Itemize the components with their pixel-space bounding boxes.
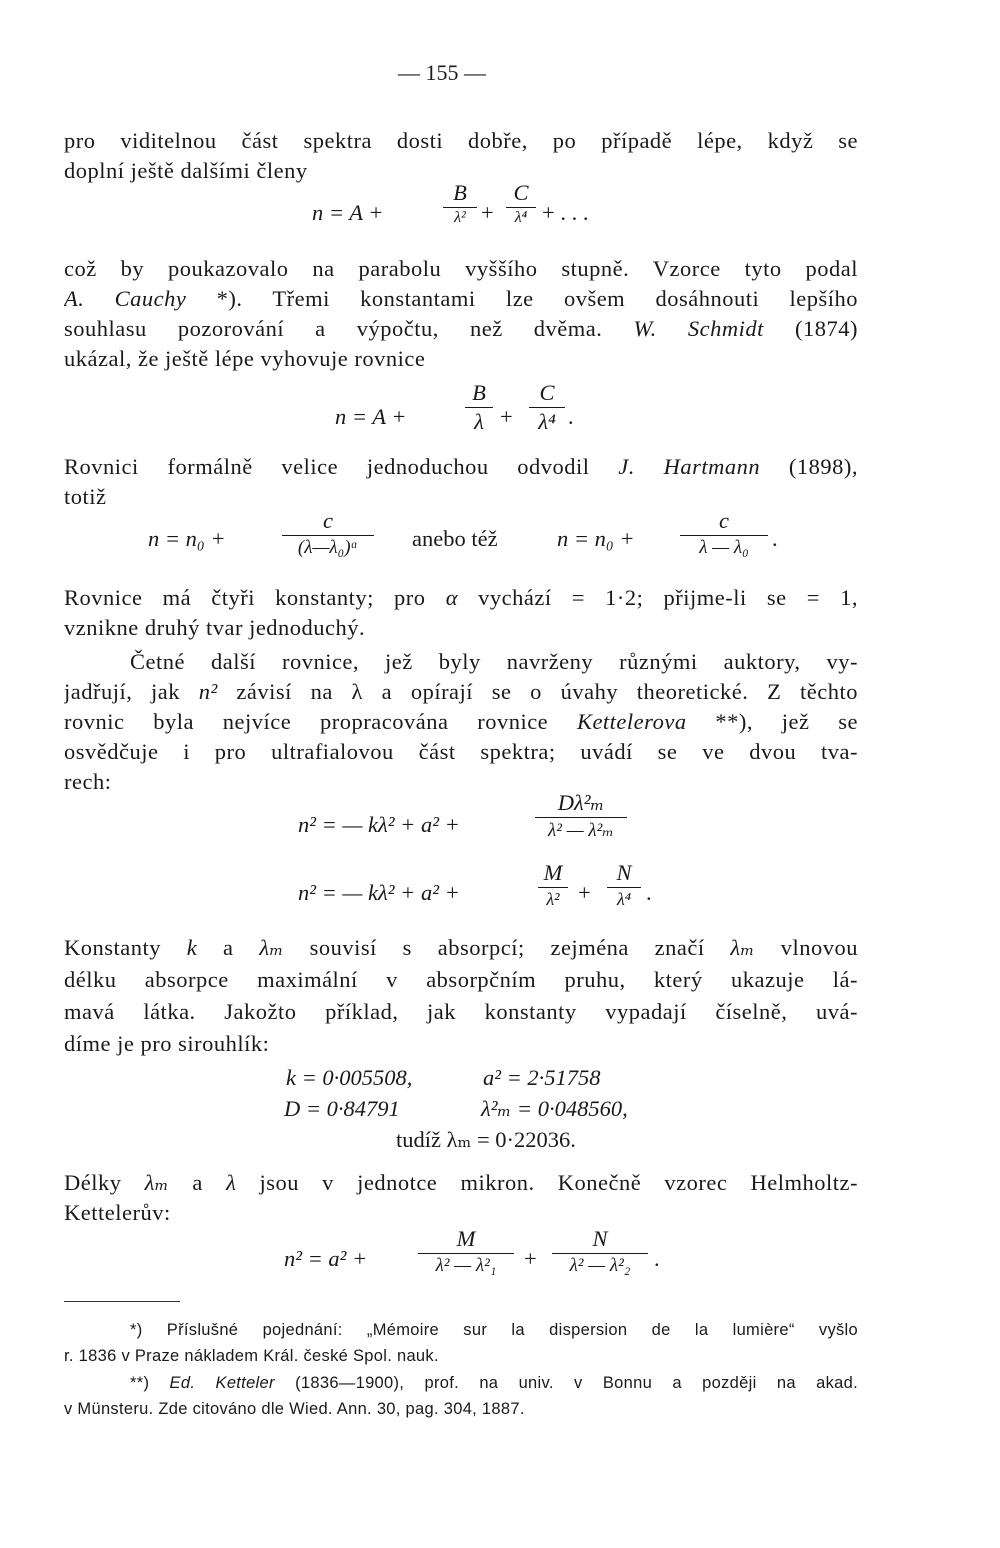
text-line: díme je pro sirouhlík: — [64, 1031, 270, 1056]
text-line: osvědčuje i pro ultrafialovou část spektra; uvádí se ve dvou tva- — [64, 739, 858, 764]
text-line: Délky λₘ a λ jsou v jednotce mikron. Konečně vzorec Helmholtz- — [64, 1170, 858, 1195]
text-line: souhlasu pozorování a výpočtu, než dvěma. W. Schmidt (1874) — [64, 316, 858, 341]
text-line: totiž — [64, 484, 107, 509]
footnote-1: *) Příslušné pojednání: „Mémoire sur la dispersion de la lumière“ vyšlo — [130, 1321, 858, 1339]
footnote-divider — [64, 1301, 180, 1302]
footnote-2: **) Ed. Ketteler (1836—1900), prof. na univ. v Bonnu a později na akad. — [130, 1374, 858, 1392]
text-line: Kettelerův: — [64, 1200, 171, 1225]
constant-D: D = 0·84791 — [284, 1096, 400, 1121]
text-line: délku absorpce maximální v absorpčním pruhu, který ukazuje lá- — [64, 967, 858, 992]
constant-a2: a² = 2·51758 — [483, 1065, 601, 1090]
text-line: Konstanty k a λₘ souvisí s absorpcí; zejména značí λₘ vlnovou — [64, 935, 858, 960]
text-line: pro viditelnou část spektra dosti dobře, po případě lépe, když se — [64, 128, 858, 153]
book-page: — 155 — pro viditelnou část spektra dosti dobře, po případě lépe, když se doplní ještě dalšími členy n = A + B λ² + C λ⁴ + . . . což by poukazovalo na parabolu vyššího stupně. Vzorce tyto podal A. Cauchy *). Třemi konstantami lze ovšem dosáhnouti lepšího souhlasu pozorování a výpočtu, než dvěma. W. Schmidt (1874) ukázal, že ještě lépe vyhovuje rovnice n = A + B λ + C λ⁴ . Rovnici formálně velice jednoduchou odvodil J. Hartmann (1898), totiž n = n₀ + c (λ—λ₀)ᵅ anebo též n = n₀ + c λ — λ₀ . Rovnice má čtyři konstanty; pro α vychází = 1·2; přijme-li se = 1, vznikne druhý tvar jednoduchý. Četné další rovnice, jež byly navrženy různými auktory, vy- jadřují, jak n² závisí na λ a opírají se o úvahy theoretické. Z těchto rovnic byla nejvíce propracována rovnice Kettelerova **), jež se osvědčuje i pro ultrafialovou část spektra; uvádí se ve dvou tva- rech: n² = — kλ² + a² + Dλ²ₘ λ² — λ²ₘ n² = — kλ² + a² + M λ² + N λ⁴ . Konstanty k a λₘ souvisí s absorpcí; zejména značí λₘ vlnovou délku absorpce maximální v absorpčním pruhu, který ukazuje lá- mavá látka. Jakožto příklad, jak konstanty vypadají číselně, uvá- díme je pro sirouhlík: k = 0·005508, a² = 2·51758 D = 0·84791 λ²ₘ = 0·048560, tudíž λₘ = 0·22036. Délky λₘ a λ jsou v jednotce mikron. Konečně vzorec Helmholtz- Kettelerův: n² = a² + M λ² — λ²₁ + N λ² — λ²₂ . *) Příslušné pojednání: „Mémoire sur la dispersion de la lumière“ vyšlo r. 1836 v Praze nákladem Král. české Spol. nauk. **) Ed. Ketteler (1836—1900), prof. na univ. v Bonnu a později na akad. v Münsteru. Zde citováno dle Wied. Ann. 30, pag. 304, 1887. — [0, 0, 1000, 1548]
text-line: Rovnici formálně velice jednoduchou odvodil J. Hartmann (1898), — [64, 454, 858, 479]
text-line: doplní ještě dalšími členy — [64, 158, 308, 183]
text-line: rech: — [64, 769, 112, 794]
footnote-1-cont: r. 1836 v Praze nákladem Král. české Spol. nauk. — [64, 1347, 439, 1365]
text-line: jadřují, jak n² závisí na λ a opírají se o úvahy theoretické. Z těchto — [64, 679, 858, 704]
text-line: rovnic byla nejvíce propracována rovnice Kettelerova **), jež se — [64, 709, 858, 734]
text-line: Četné další rovnice, jež byly navrženy různými auktory, vy- — [130, 649, 858, 674]
text-line: ukázal, že ještě lépe vyhovuje rovnice — [64, 346, 426, 371]
constant-k: k = 0·005508, — [286, 1065, 413, 1090]
text-line: A. Cauchy *). Třemi konstantami lze ovšem dosáhnouti lepšího — [64, 286, 858, 311]
text-line: což by poukazovalo na parabolu vyššího stupně. Vzorce tyto podal — [64, 256, 858, 281]
text-line: vznikne druhý tvar jednoduchý. — [64, 615, 366, 640]
text-line: Rovnice má čtyři konstanty; pro α vychází = 1·2; přijme-li se = 1, — [64, 585, 858, 610]
constant-lambda-m: tudíž λₘ = 0·22036. — [396, 1127, 576, 1152]
page-number: — 155 — — [398, 60, 486, 85]
constant-lambda-m2: λ²ₘ = 0·048560, — [481, 1096, 628, 1121]
text-line: mavá látka. Jakožto příklad, jak konstanty vypadají číselně, uvá- — [64, 999, 858, 1024]
footnote-2-cont: v Münsteru. Zde citováno dle Wied. Ann. 30, pag. 304, 1887. — [64, 1400, 525, 1418]
